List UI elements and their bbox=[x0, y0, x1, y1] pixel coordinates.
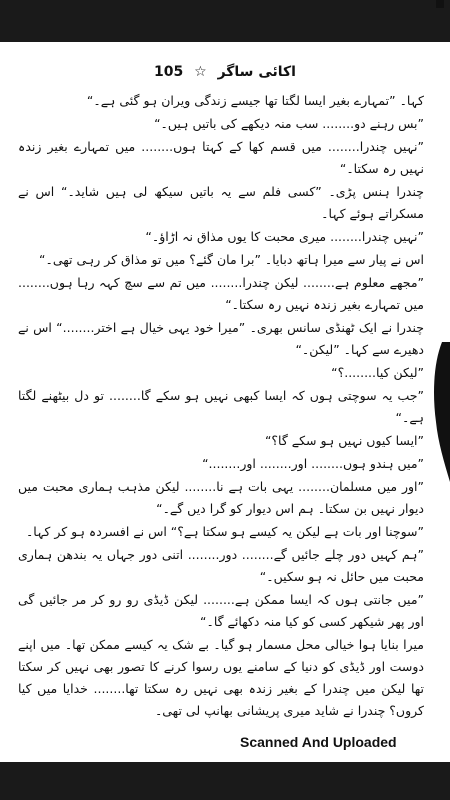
corner-mark bbox=[436, 0, 444, 8]
paragraph: چندرا ہنس پڑی۔ ”کسی فلم سے یہ باتیں سیکھ لی ہیں شاید۔“ اس نے مسکراتے ہوئے کہا۔ bbox=[18, 184, 424, 221]
top-scan-border bbox=[0, 0, 450, 42]
paragraph: ”سوچنا اور بات ہے لیکن یہ کیسے ہو سکتا ہے؟“ اس نے افسردہ ہو کر کہا۔ bbox=[25, 524, 424, 539]
page-header bbox=[0, 64, 450, 80]
scan-margin-mark bbox=[432, 342, 450, 482]
paragraph: کہا۔ ”تمہارے بغیر ایسا لگتا تھا جیسے زندگی ویران ہو گئی ہے۔“ bbox=[86, 93, 424, 108]
page-body bbox=[18, 90, 424, 723]
paragraph: چندرا نے ایک ٹھنڈی سانس بھری۔ ”میرا خود یہی خیال ہے اختر........“ اس نے دھیرے سے کہا۔ ”لیکن۔“ bbox=[18, 320, 424, 357]
scan-watermark: Scanned And Uploaded bbox=[240, 734, 397, 750]
paragraph: ”نہیں چندرا........ میں قسم کھا کے کہتا ہوں........ میں تمہارے بغیر زندہ نہیں رہ سکتا۔“ bbox=[18, 139, 424, 176]
star-icon: ☆ bbox=[194, 64, 207, 80]
paragraph: میرا بنایا ہوا خیالی محل مسمار ہو گیا۔ بے شک یہ کیسے ممکن تھا۔ میں اپنے دوست اور ڈیڈی کو دنیا کے سامنے یوں رسوا کرنے کا تصور بھی نہیں کر سکتا تھا لیکن میں چندرا کے بغیر زندہ بھی نہیں رہ سکتا تھا........ خدایا میں کیا کروں؟ چندرا نے شاید میری پریشانی بھانپ لی تھی۔ bbox=[18, 637, 424, 718]
paragraph: ”میں جانتی ہوں کہ ایسا ممکن ہے........ لیکن ڈیڈی رو رو کر مر جائیں گی اور پھر شیکھر کسی کو کیا منہ دکھائے گا۔“ bbox=[18, 592, 424, 629]
paragraph: ”ایسا کیوں نہیں ہو سکے گا؟“ bbox=[264, 433, 424, 448]
book-page bbox=[0, 42, 450, 762]
page-number: 105 bbox=[154, 64, 184, 80]
paragraph: ”اور میں مسلمان........ یہی بات ہے نا........ لیکن مذہب ہماری محبت میں دیوار نہیں بن سکتا۔ ہم اس دیوار کو گرا دیں گے۔“ bbox=[18, 479, 424, 516]
paragraph: ”جب یہ سوچتی ہوں کہ ایسا کبھی نہیں ہو سکے گا........ تو دل بیٹھنے لگتا ہے۔“ bbox=[18, 388, 424, 425]
paragraph: ”میں ہندو ہوں........ اور........ اور........“ bbox=[202, 456, 424, 471]
paragraph: ”مجھے معلوم ہے........ لیکن چندرا........ میں تم سے سچ کہہ رہا ہوں........ میں تمہارے بغیر زندہ نہیں رہ سکتا۔“ bbox=[18, 275, 424, 312]
paragraph: ”لیکن کیا........؟“ bbox=[331, 365, 424, 380]
bottom-scan-border bbox=[0, 762, 450, 800]
paragraph: ”ہم کہیں دور چلے جائیں گے........ دور........ اتنی دور جہاں یہ بندھن ہماری محبت میں حائل نہ ہو سکیں۔“ bbox=[18, 547, 424, 584]
book-title: اکائی ساگر bbox=[217, 64, 296, 80]
paragraph: ”نہیں چندرا........ میری محبت کا یوں مذاق نہ اڑاؤ۔“ bbox=[145, 229, 424, 244]
paragraph: اس نے پیار سے میرا ہاتھ دبایا۔ ”برا مان گئے؟ میں تو مذاق کر رہی تھی۔“ bbox=[39, 252, 424, 267]
paragraph: ”بس رہنے دو........ سب منہ دیکھے کی باتیں ہیں۔“ bbox=[154, 116, 424, 131]
